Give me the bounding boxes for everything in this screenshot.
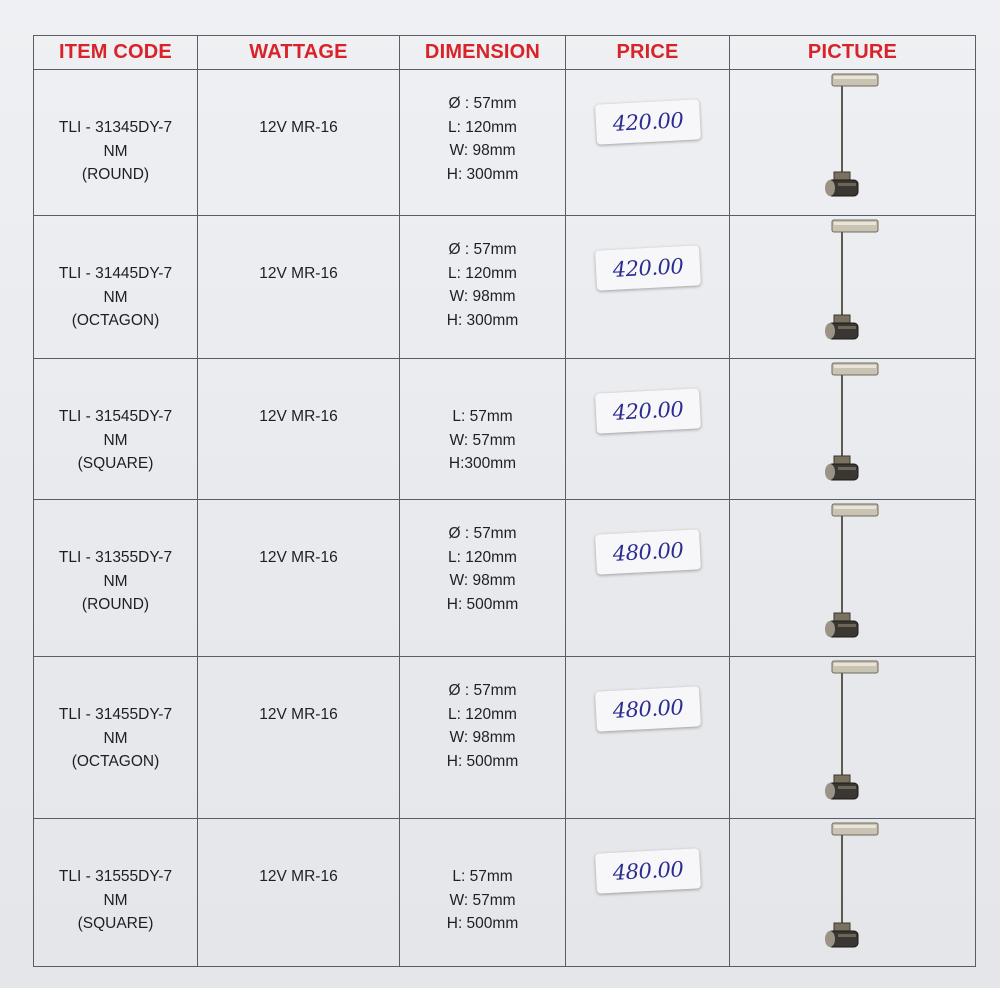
picture-cell [730, 216, 976, 359]
dimension-line: H: 300mm [446, 165, 519, 183]
item-code-line: (OCTAGON) [71, 753, 160, 770]
header-picture: PICTURE [730, 36, 976, 70]
wattage-cell [198, 657, 400, 819]
item-code-line: TLI - 31355DY-7 [58, 549, 173, 566]
price-cell [566, 657, 730, 819]
table-row [34, 819, 976, 967]
picture-cell [730, 500, 976, 657]
dimension-line: H:300mm [448, 455, 517, 472]
item-code-line: NM [103, 891, 128, 909]
price-cell [566, 819, 730, 967]
header-dimension: DIMENSION [400, 36, 566, 70]
dimension-cell [400, 657, 566, 819]
picture-cell [730, 70, 976, 216]
price-sticker: 480.00 [595, 529, 701, 574]
item-code-line: (SQUARE) [77, 915, 154, 932]
table-row [34, 500, 976, 657]
header-wattage: WATTAGE [198, 36, 400, 70]
item-code-cell [34, 70, 198, 216]
price-cell [566, 359, 730, 500]
dimension-line: Ø : 57mm [448, 95, 517, 112]
wattage-cell [198, 70, 400, 216]
table-row [34, 359, 976, 500]
pendant-lamp-icon [730, 657, 976, 817]
pendant-lamp-icon [730, 500, 976, 655]
table-row [34, 657, 976, 819]
item-code-line: NM [103, 572, 128, 590]
dimension-line: Ø : 57mm [448, 682, 517, 699]
dimension-line: W: 57mm [449, 431, 516, 449]
item-code-line: (ROUND) [81, 166, 150, 183]
item-code-line: NM [103, 142, 128, 160]
wattage-cell [198, 216, 400, 359]
item-code-line: TLI - 31445DY-7 [58, 265, 173, 282]
wattage-value: 12V MR-16 [259, 408, 338, 425]
table-row [34, 70, 976, 216]
wattage-cell [198, 359, 400, 500]
wattage-value: 12V MR-16 [259, 549, 338, 566]
wattage-value: 12V MR-16 [259, 868, 338, 885]
dimension-line: W: 98mm [449, 572, 516, 589]
dimension-line: L: 57mm [452, 868, 513, 885]
picture-cell [730, 819, 976, 967]
item-code-cell [34, 359, 198, 500]
dimension-line: W: 98mm [449, 288, 516, 305]
item-code-line: TLI - 31555DY-7 [58, 868, 173, 885]
item-code-line: NM [103, 729, 128, 747]
pendant-lamp-icon [730, 819, 976, 965]
pendant-lamp-icon [730, 70, 976, 214]
dimension-line: L: 57mm [452, 408, 513, 425]
dimension-line: W: 57mm [449, 891, 516, 909]
header-item-code: ITEM CODE [34, 36, 198, 70]
dimension-line: H: 300mm [446, 311, 519, 329]
price-cell [566, 216, 730, 359]
dimension-cell [400, 70, 566, 216]
item-code-line: (OCTAGON) [71, 312, 160, 329]
item-code-line: (SQUARE) [77, 455, 154, 472]
dimension-line: L: 120mm [448, 548, 517, 566]
pendant-lamp-icon [730, 216, 976, 357]
dimension-line: W: 98mm [449, 142, 516, 159]
dimension-line: H: 500mm [446, 915, 519, 932]
item-code-cell [34, 657, 198, 819]
price-cell [566, 70, 730, 216]
dimension-line: W: 98mm [449, 729, 516, 746]
item-code-line: TLI - 31345DY-7 [58, 119, 173, 136]
wattage-cell [198, 819, 400, 967]
price-sticker: 420.00 [595, 388, 701, 433]
dimension-cell [400, 359, 566, 500]
dimension-line: Ø : 57mm [448, 241, 517, 258]
table-header-row [34, 36, 976, 70]
price-sticker: 480.00 [595, 686, 701, 731]
item-code-line: NM [103, 431, 128, 449]
dimension-cell [400, 216, 566, 359]
wattage-cell [198, 500, 400, 657]
item-code-line: NM [103, 288, 128, 306]
table-row [34, 216, 976, 359]
dimension-line: Ø : 57mm [448, 525, 517, 542]
wattage-value: 12V MR-16 [259, 706, 338, 723]
wattage-value: 12V MR-16 [259, 119, 338, 136]
dimension-line: H: 500mm [446, 595, 519, 613]
price-cell [566, 500, 730, 657]
dimension-cell [400, 819, 566, 967]
product-table [33, 35, 976, 967]
picture-cell [730, 657, 976, 819]
item-code-cell [34, 216, 198, 359]
wattage-value: 12V MR-16 [259, 265, 338, 282]
item-code-cell [34, 500, 198, 657]
dimension-line: H: 500mm [446, 752, 519, 770]
dimension-line: L: 120mm [448, 705, 517, 723]
price-sticker: 480.00 [595, 848, 701, 893]
price-sticker: 420.00 [595, 99, 701, 144]
dimension-line: L: 120mm [448, 118, 517, 136]
dimension-cell [400, 500, 566, 657]
picture-cell [730, 359, 976, 500]
item-code-line: TLI - 31455DY-7 [58, 706, 173, 723]
item-code-line: (ROUND) [81, 596, 150, 613]
item-code-line: TLI - 31545DY-7 [58, 408, 173, 425]
item-code-cell [34, 819, 198, 967]
price-sticker: 420.00 [595, 245, 701, 290]
header-price: PRICE [566, 36, 730, 70]
pendant-lamp-icon [730, 359, 976, 498]
dimension-line: L: 120mm [448, 264, 517, 282]
